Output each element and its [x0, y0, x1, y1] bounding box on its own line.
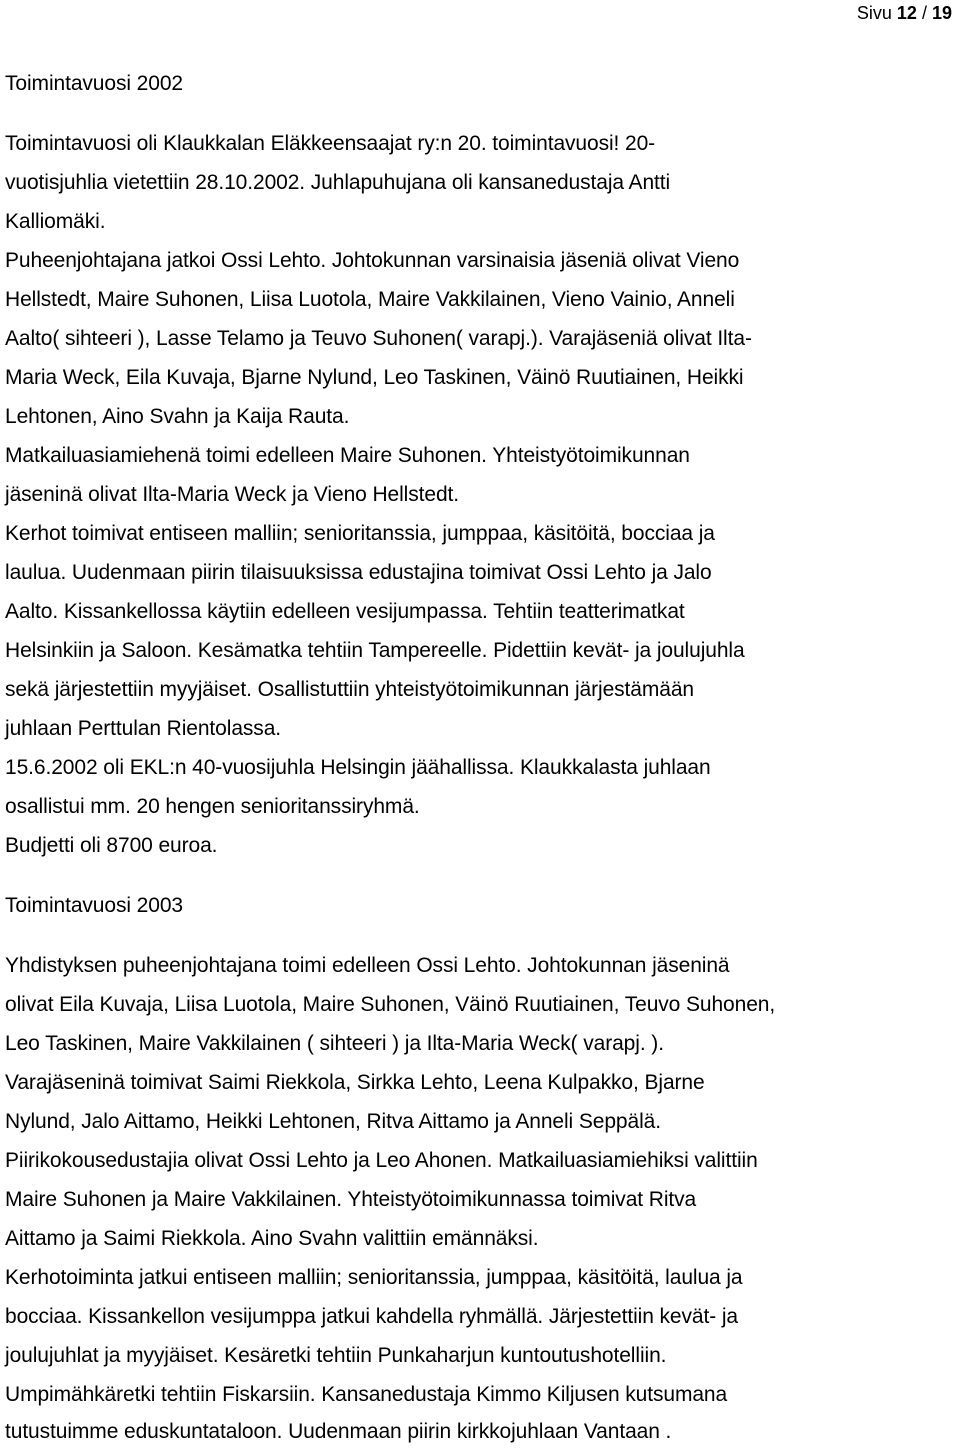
- paragraph-line: Maire Suhonen ja Maire Vakkilainen. Yhteistyötoimikunnassa toimivat Ritva: [5, 1188, 697, 1211]
- paragraph-line: Nylund, Jalo Aittamo, Heikki Lehtonen, Ritva Aittamo ja Anneli Seppälä.: [5, 1110, 661, 1133]
- paragraph-line: Kerhotoiminta jatkui entiseen malliin; senioritanssia, jumppaa, käsitöitä, laulua ja: [5, 1266, 743, 1289]
- paragraph-line: Maria Weck, Eila Kuvaja, Bjarne Nylund, Leo Taskinen, Väinö Ruutiainen, Heikki: [5, 366, 744, 389]
- paragraph-line: Aalto. Kissankellossa käytiin edelleen vesijumpassa. Tehtiin teatterimatkat: [5, 600, 685, 623]
- paragraph-line: sekä järjestettiin myyjäiset. Osallistuttiin yhteistyötoimikunnan järjestämään: [5, 678, 694, 701]
- paragraph-line: Piirikokousedustajia olivat Ossi Lehto ja Leo Ahonen. Matkailuasiamiehiksi valittiin: [5, 1149, 758, 1172]
- page-number-prefix: Sivu: [856, 3, 897, 23]
- heading-2002: Toimintavuosi 2002: [5, 72, 183, 95]
- page-number-total: 19: [931, 3, 952, 23]
- paragraph-line: 15.6.2002 oli EKL:n 40-vuosijuhla Helsingin jäähallissa. Klaukkalasta juhlaan: [5, 756, 711, 779]
- page-number: [857, 4, 952, 22]
- paragraph-line: laulua. Uudenmaan piirin tilaisuuksissa edustajina toimivat Ossi Lehto ja Jalo: [5, 561, 712, 584]
- paragraph-line: juhlaan Perttulan Rientolassa.: [5, 717, 282, 740]
- paragraph-line: Yhdistyksen puheenjohtajana toimi edelleen Ossi Lehto. Johtokunnan jäseninä: [5, 954, 730, 977]
- heading-2003: Toimintavuosi 2003: [5, 894, 183, 917]
- paragraph-line: Hellstedt, Maire Suhonen, Liisa Luotola, Maire Vakkilainen, Vieno Vainio, Anneli: [5, 288, 735, 311]
- paragraph-line: Lehtonen, Aino Svahn ja Kaija Rauta.: [5, 405, 350, 428]
- page-number-separator: /: [916, 3, 932, 23]
- paragraph-line: osallistui mm. 20 hengen senioritanssiryhmä.: [5, 795, 420, 818]
- paragraph-line: Aalto( sihteeri ), Lasse Telamo ja Teuvo Suhonen( varapj.). Varajäseniä olivat Ilta-: [5, 327, 752, 350]
- paragraph-line: Varajäseninä toimivat Saimi Riekkola, Sirkka Lehto, Leena Kulpakko, Bjarne: [5, 1071, 705, 1094]
- paragraph-line: joulujuhlat ja myyjäiset. Kesäretki tehtiin Punkaharjun kuntoutushotelliin.: [5, 1344, 667, 1367]
- paragraph-line: Leo Taskinen, Maire Vakkilainen ( sihteeri ) ja Ilta-Maria Weck( varapj. ).: [5, 1032, 664, 1055]
- paragraph-line: olivat Eila Kuvaja, Liisa Luotola, Maire Suhonen, Väinö Ruutiainen, Teuvo Suhonen,: [5, 993, 776, 1016]
- paragraph-line: tutustuimme eduskuntataloon. Uudenmaan piirin kirkkojuhlaan Vantaan .: [5, 1420, 672, 1443]
- page-number-current: 12: [896, 3, 917, 23]
- paragraph-line: Kerhot toimivat entiseen malliin; senioritanssia, jumppaa, käsitöitä, bocciaa ja: [5, 522, 715, 545]
- paragraph-line: vuotisjuhlia vietettiin 28.10.2002. Juhlapuhujana oli kansanedustaja Antti: [5, 171, 671, 194]
- paragraph-line: bocciaa. Kissankellon vesijumppa jatkui kahdella ryhmällä. Järjestettiin kevät- ja: [5, 1305, 738, 1328]
- paragraph-line: Budjetti oli 8700 euroa.: [5, 834, 218, 857]
- paragraph-line: jäseninä olivat Ilta-Maria Weck ja Vieno Hellstedt.: [5, 483, 460, 506]
- paragraph-line: Aittamo ja Saimi Riekkola. Aino Svahn valittiin emännäksi.: [5, 1227, 539, 1250]
- paragraph-line: Helsinkiin ja Saloon. Kesämatka tehtiin Tampereelle. Pidettiin kevät- ja joulujuhla: [5, 639, 745, 662]
- paragraph-line: Matkailuasiamiehenä toimi edelleen Maire Suhonen. Yhteistyötoimikunnan: [5, 444, 690, 467]
- paragraph-line: Toimintavuosi oli Klaukkalan Eläkkeensaajat ry:n 20. toimintavuosi! 20-: [5, 132, 656, 155]
- paragraph-line: Umpimähkäretki tehtiin Fiskarsiin. Kansanedustaja Kimmo Kiljusen kutsumana: [5, 1383, 728, 1406]
- paragraph-line: Puheenjohtajana jatkoi Ossi Lehto. Johtokunnan varsinaisia jäseniä olivat Vieno: [5, 249, 740, 272]
- paragraph-line: Kalliomäki.: [5, 210, 106, 233]
